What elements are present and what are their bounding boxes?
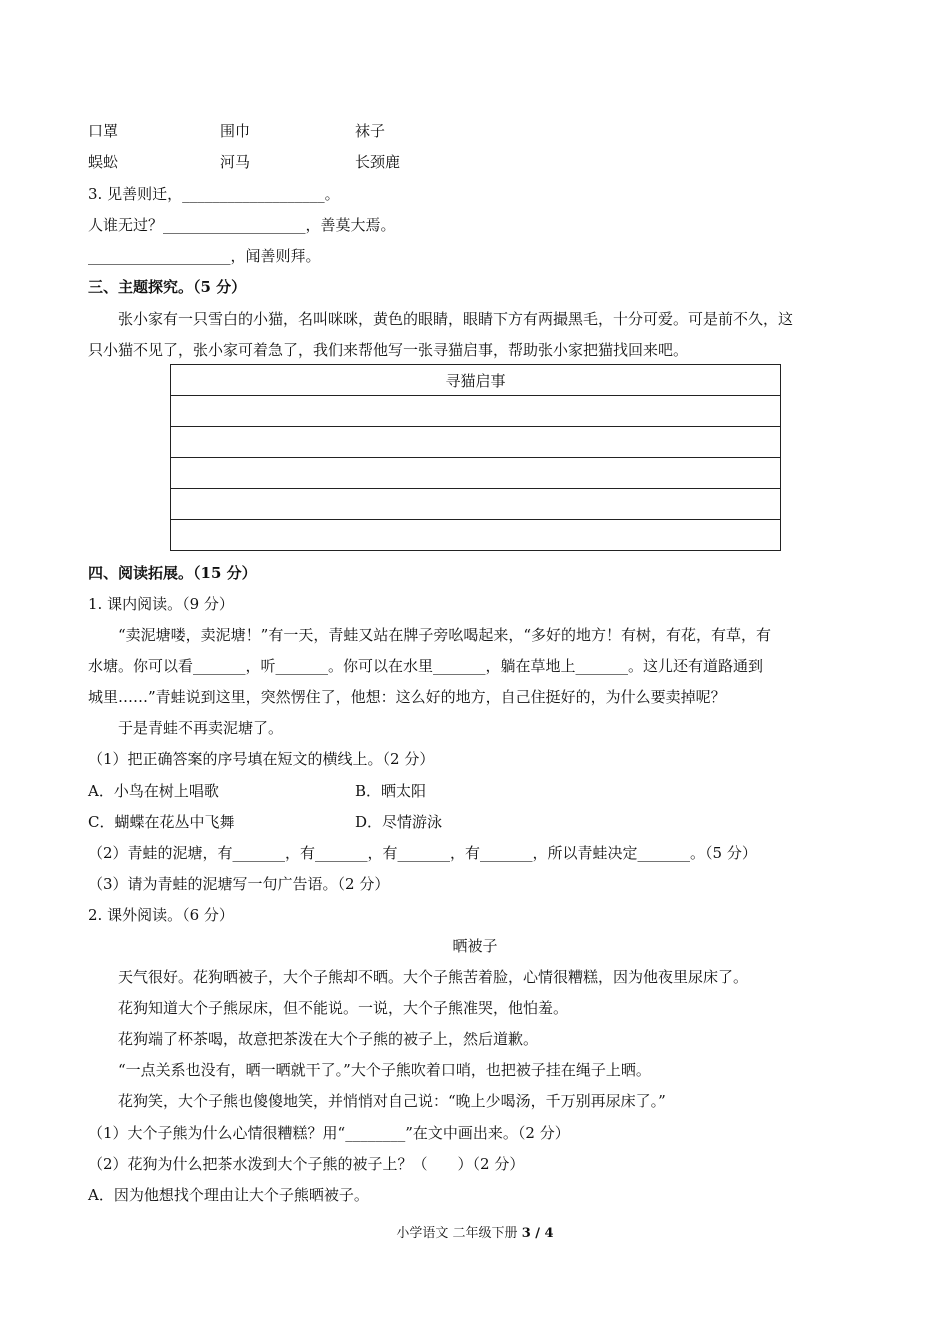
story-title: 晒被子 xyxy=(452,937,498,955)
paragraph-line: 张小家有一只雪白的小猫，名叫咪咪，黄色的眼睛，眼睛下方有两撮黑毛，十分可爱。可是前不久，这 xyxy=(118,310,794,328)
page-number: 3 / 4 xyxy=(521,1226,554,1241)
writing-row[interactable] xyxy=(171,489,781,520)
answer-option: A．因为他想找个理由让大个子熊晒被子。 xyxy=(88,1186,369,1204)
writing-row[interactable] xyxy=(171,458,781,489)
option-c: C．蝴蝶在花丛中飞舞 xyxy=(88,813,235,831)
page-footer xyxy=(0,1222,950,1241)
subsection-title: 1. 课内阅读。（9 分） xyxy=(88,595,234,613)
option-b: B．晒太阳 xyxy=(355,782,427,800)
paragraph-line: 于是青蛙不再卖泥塘了。 xyxy=(118,719,284,737)
vocab-word: 袜子 xyxy=(355,122,386,140)
story-line: 花狗知道大个子熊尿床，但不能说。一说，大个子熊准哭，他怕羞。 xyxy=(118,999,569,1017)
paragraph-line: 城里……”青蛙说到这里，突然愣住了，他想：这么好的地方，自己住挺好的，为什么要卖掉呢？ xyxy=(88,688,726,706)
question: （3）请为青蛙的泥塘写一句广告语。（2 分） xyxy=(88,875,390,893)
option-d: D．尽情游泳 xyxy=(355,813,443,831)
footer-label: 小学语文 二年级下册 xyxy=(396,1226,522,1241)
notice-title: 寻猫启事 xyxy=(171,365,781,396)
story-line: 花狗笑，大个子熊也傻傻地笑，并悄悄对自己说：“晚上少喝汤，千万别再尿床了。” xyxy=(118,1092,666,1110)
writing-row[interactable] xyxy=(171,427,781,458)
vocab-word: 长颈鹿 xyxy=(355,153,401,171)
story-line: “一点关系也没有，晒一晒就干了。”大个子熊吹着口哨，也把被子挂在绳子上晒。 xyxy=(118,1061,651,1079)
lost-cat-notice-table xyxy=(170,364,781,551)
vocab-word: 围巾 xyxy=(220,122,251,140)
question: （1）把正确答案的序号填在短文的横线上。（2 分） xyxy=(88,750,435,768)
story-line: 花狗端了杯茶喝，故意把茶泼在大个子熊的被子上，然后道歉。 xyxy=(118,1030,539,1048)
subsection-title: 2. 课外阅读。（6 分） xyxy=(88,906,234,924)
paragraph-line: 水塘。你可以看_______，听_______。你可以在水里_______，躺在草地上_______。这儿还有道路通到 xyxy=(88,657,764,675)
paragraph-line: 只小猫不见了，张小家可着急了，我们来帮他写一张寻猫启事，帮助张小家把猫找回来吧。 xyxy=(88,341,689,359)
vocab-word: 河马 xyxy=(220,153,251,171)
vocab-word: 口罩 xyxy=(88,122,119,140)
fill-blank-line: ___________________，闻善则拜。 xyxy=(88,247,321,265)
question: （2）青蛙的泥塘，有_______，有_______，有_______，有_______，所以青蛙决定_______。（5 分） xyxy=(88,844,757,862)
question: （1）大个子熊为什么心情很糟糕？用“________”在文中画出来。（2 分） xyxy=(88,1124,570,1142)
fill-blank-line: 3. 见善则迁，___________________。 xyxy=(88,185,340,203)
section-heading: 三、主题探究。（5 分） xyxy=(88,278,247,296)
writing-row[interactable] xyxy=(171,520,781,551)
paragraph-line: “卖泥塘喽，卖泥塘！”有一天，青蛙又站在牌子旁吆喝起来，“多好的地方！有树，有花，有草，有 xyxy=(118,626,772,644)
fill-blank-line: 人谁无过？___________________，善莫大焉。 xyxy=(88,216,396,234)
option-a: A．小鸟在树上唱歌 xyxy=(88,782,219,800)
question: （2）花狗为什么把茶水泼到大个子熊的被子上？（ ）（2 分） xyxy=(88,1155,525,1173)
story-line: 天气很好。花狗晒被子，大个子熊却不晒。大个子熊苦着脸，心情很糟糕，因为他夜里尿床了。 xyxy=(118,968,749,986)
writing-row[interactable] xyxy=(171,396,781,427)
vocab-word: 蜈蚣 xyxy=(88,153,119,171)
section-heading: 四、阅读拓展。（15 分） xyxy=(88,564,257,582)
